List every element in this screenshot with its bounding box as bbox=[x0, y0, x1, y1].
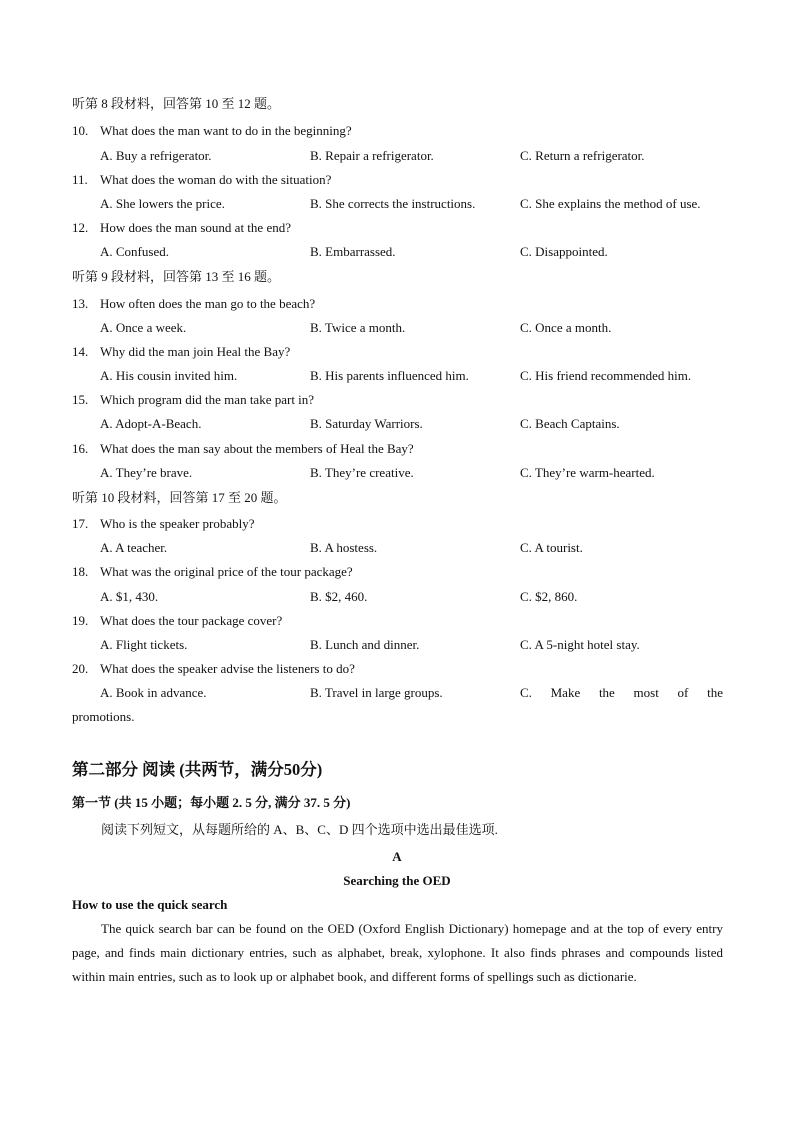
option-c: C. She explains the method of use. bbox=[520, 196, 701, 211]
option-a: A. A teacher. bbox=[100, 540, 168, 555]
option-b: B. Travel in large groups. bbox=[310, 685, 443, 700]
option-c-word: C. bbox=[520, 685, 532, 700]
question-text: What does the man want to do in the beginning? bbox=[100, 123, 352, 138]
option-c: C. Return a refrigerator. bbox=[520, 148, 645, 163]
question-number: 11. bbox=[72, 172, 88, 187]
question-number: 19. bbox=[72, 613, 89, 628]
question-text: What does the woman do with the situation? bbox=[100, 172, 332, 187]
question-number: 18. bbox=[72, 564, 89, 579]
question-11 bbox=[72, 172, 331, 188]
question-number: 15. bbox=[72, 392, 89, 407]
option-c: C. A 5-night hotel stay. bbox=[520, 637, 640, 652]
option-c-word: Make bbox=[550, 685, 581, 700]
option-a: A. She lowers the price. bbox=[100, 196, 225, 211]
option-c: C. Beach Captains. bbox=[520, 416, 620, 431]
question-19 bbox=[72, 613, 282, 629]
passage-intro-10: 听第 10 段材料，回答第 17 至 20 题。 bbox=[72, 490, 287, 505]
option-c-word: of bbox=[677, 685, 689, 700]
option-b: B. She corrects the instructions. bbox=[310, 196, 476, 211]
question-text: What was the original price of the tour package? bbox=[100, 564, 353, 579]
question-number: 14. bbox=[72, 344, 89, 359]
question-text: What does the man say about the members of Heal the Bay? bbox=[100, 441, 414, 456]
option-a: A. $1, 430. bbox=[100, 589, 159, 604]
passage-letter: A bbox=[392, 849, 402, 864]
option-a: A. Once a week. bbox=[100, 320, 187, 335]
option-c-word: the bbox=[598, 685, 615, 700]
question-number: 10. bbox=[72, 123, 89, 138]
question-text: What does the speaker advise the listeners to do? bbox=[100, 661, 355, 676]
option-a: A. His cousin invited him. bbox=[100, 368, 238, 383]
option-b: B. A hostess. bbox=[310, 540, 378, 555]
question-20 bbox=[72, 661, 355, 677]
option-c-word: the bbox=[707, 685, 723, 700]
option-b: B. They’re creative. bbox=[310, 465, 414, 480]
question-number: 12. bbox=[72, 220, 89, 235]
question-number: 20. bbox=[72, 661, 89, 676]
question-text: Who is the speaker probably? bbox=[100, 516, 255, 531]
question-15 bbox=[72, 392, 314, 408]
option-a: A. Flight tickets. bbox=[100, 637, 188, 652]
question-16 bbox=[72, 441, 414, 457]
passage-intro-9: 听第 9 段材料，回答第 13 至 16 题。 bbox=[72, 269, 281, 284]
passage-paragraph: The quick search bar can be found on the OED (Oxford English Dictionary) homepage and at the top of every entry page, and finds main dictionary entries, such as alphabet, break, xylophone. It also finds phrases and compounds listed within main entries, such as to look up or alphabet book, and different forms of spellings such as dictionarie. bbox=[72, 921, 723, 984]
passage-intro-8: 听第 8 段材料，回答第 10 至 12 题。 bbox=[72, 96, 281, 111]
question-number: 13. bbox=[72, 296, 89, 311]
option-c: C. They’re warm-hearted. bbox=[520, 465, 655, 480]
option-a: A. Adopt-A-Beach. bbox=[100, 416, 202, 431]
question-text: Which program did the man take part in? bbox=[100, 392, 315, 407]
option-c-continuation: promotions. bbox=[72, 709, 135, 724]
passage-title: Searching the OED bbox=[343, 873, 451, 888]
question-text: How often does the man go to the beach? bbox=[100, 296, 316, 311]
question-number: 16. bbox=[72, 441, 89, 456]
option-b: B. $2, 460. bbox=[310, 589, 368, 604]
option-c: C. His friend recommended him. bbox=[520, 368, 692, 383]
question-12 bbox=[72, 220, 291, 236]
question-number: 17. bbox=[72, 516, 89, 531]
option-b: B. Lunch and dinner. bbox=[310, 637, 420, 652]
passage-heading: How to use the quick search bbox=[72, 897, 228, 912]
option-c: C. Once a month. bbox=[520, 320, 612, 335]
option-b: B. Twice a month. bbox=[310, 320, 406, 335]
question-text: How does the man sound at the end? bbox=[100, 220, 291, 235]
option-c-word: most bbox=[633, 685, 659, 700]
option-a: A. Book in advance. bbox=[100, 685, 207, 700]
option-b: B. Saturday Warriors. bbox=[310, 416, 423, 431]
option-a: A. Confused. bbox=[100, 244, 169, 259]
option-c: C. A tourist. bbox=[520, 540, 583, 555]
question-17 bbox=[72, 516, 255, 532]
section-title: 第二部分 阅读 (共两节，满分50分) bbox=[72, 760, 323, 779]
option-c: C. Disappointed. bbox=[520, 244, 608, 259]
question-text: Why did the man join Heal the Bay? bbox=[100, 344, 291, 359]
option-a: A. They’re brave. bbox=[100, 465, 193, 480]
option-b: B. Repair a refrigerator. bbox=[310, 148, 434, 163]
instruction: 阅读下列短文，从每题所给的 A、B、C、D 四个选项中选出最佳选项. bbox=[101, 822, 498, 837]
question-18 bbox=[72, 564, 353, 580]
option-b: B. Embarrassed. bbox=[310, 244, 396, 259]
option-c: C. $2, 860. bbox=[520, 589, 578, 604]
section-subtitle: 第一节 (共 15 小题；每小题 2. 5 分, 满分 37. 5 分) bbox=[72, 795, 351, 810]
option-c bbox=[520, 685, 723, 701]
option-a: A. Buy a refrigerator. bbox=[100, 148, 212, 163]
question-10 bbox=[72, 123, 352, 139]
question-text: What does the tour package cover? bbox=[100, 613, 283, 628]
option-b: B. His parents influenced him. bbox=[310, 368, 469, 383]
question-13 bbox=[72, 296, 315, 312]
question-14 bbox=[72, 344, 290, 360]
